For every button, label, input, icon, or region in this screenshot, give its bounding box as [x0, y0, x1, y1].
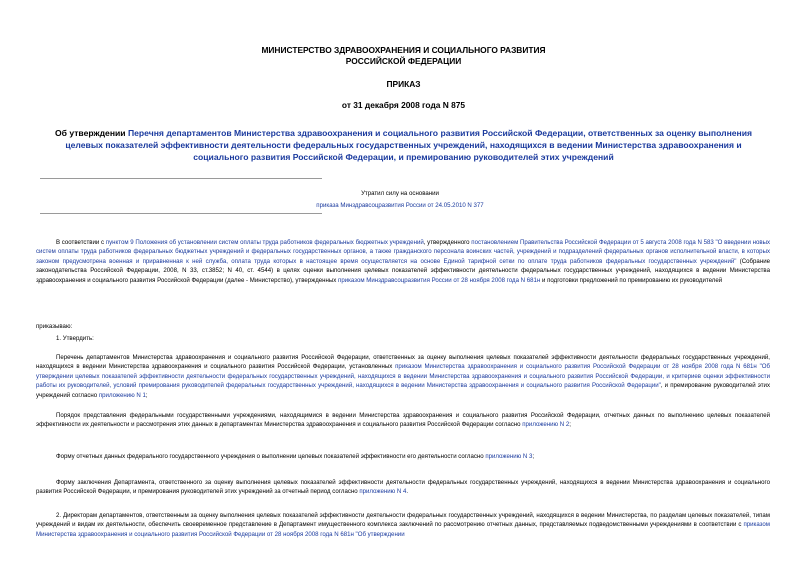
document-title: [40, 127, 767, 163]
status-note-text: Утратил силу на основании: [361, 190, 439, 197]
preamble-link-resolution[interactable]: постановлением Правительства Российской Федерации от 5 августа 2008 года N 583 "О введении новых систем оплаты труда работников федеральных бюджетных учреждений и федеральных государственных органов, а также гражданского персонала воинских частей, учреждений и подразделений федеральных органов исполнительной власти, в которых законом предусмотрена военная и приравненная к ней служба, оплата труда которых в настоящее время осуществляется на основе Единой тарифной сетки по оплате труда работников федеральных государственных учреждений": [36, 239, 771, 265]
list-c-text-1: Форму отчетных данных федерального государственного учреждения о выполнении целевых показателей эффективности его деятельности согласно: [56, 453, 486, 460]
ministry-line-2: РОССИЙСКОЙ ФЕДЕРАЦИИ: [345, 56, 462, 66]
status-note-link[interactable]: приказа Минздравсоцразвития России от 24.05.2010 N 377: [316, 202, 484, 209]
list-b-text-1: Порядок представления федеральными государственными учреждениями, находящимися в ведении Министерства здравоохранения и социального развития Российской Федерации, отчетных данных по выполнению целевых показателей эффективности их деятельности и рассмотрения этих данных в департаментах Министерства здравоохранения и социального развития Российской Федерации согласно: [36, 412, 770, 429]
preamble-text-4: и подготовки предложений по премированию их руководителей: [540, 276, 723, 284]
list-a-text-1: Перечень департаментов Министерства здравоохранения и социального развития Российской Федерации, ответственных за оценку выполнения целевых показателей эффективности деятельности федеральных государственных учреждений, находящихся в ведении Министерства здравоохранения и социального развития Российской Федерации, установленных: [36, 354, 770, 371]
status-note: [230, 188, 570, 212]
item-2: [36, 511, 770, 539]
preamble-text-1: В соответствии с: [56, 239, 106, 246]
item-2-link-order[interactable]: приказом Министерства здравоохранения и социального развития Российской Федерации от 28 ноября 2008 года N 681н "Об утверждении: [36, 521, 770, 538]
list-d-link-appendix-4[interactable]: приложению N 4: [359, 488, 407, 496]
list-a-link-order[interactable]: приказом Министерства здравоохранения и социального развития Российской Федерации от 28 ноября 2008 года N 681н "Об утверждении целевых показателей эффективности деятельности федеральных государственных учреждений, находящихся в ведении Министерства здравоохранения и социального развития Российской Федерации, и критериев оценки эффективности работы их руководителей, условий премирования руководителей федеральных государственных учреждений, находящихся в ведении Министерства здравоохранения и социального развития Российской Федерации": [36, 363, 770, 390]
list-d-text-1: Форму заключения Департамента, ответственного за оценку выполнения целевых показателей эффективности деятельности федеральных государственных учреждений, находящихся в ведении Министерства здравоохранения и социального развития Российской Федерации, и премирования руководителей этих учреждений за отчетный период согласно: [36, 479, 770, 496]
document-type: ПРИКАЗ: [386, 79, 421, 89]
list-item-a: [36, 353, 770, 400]
title-prefix: Об утверждении: [54, 128, 128, 138]
list-a-text-2: , и премирование руководителей этих учреждений согласно: [36, 382, 770, 399]
title-link[interactable]: Перечня департаментов Министерства здравоохранения и социального развития Российской Федерации, ответственных за оценку выполнения целевых показателей эффективности деятельности федеральных государственных учреждений, находящихся в ведении Министерства здравоохранения и социального развития Российской Федерации, и премированию руководителей этих учреждений: [65, 128, 753, 162]
preamble-text-2: , утвержденного: [423, 239, 472, 246]
preamble-link-order-681n[interactable]: приказом Минздравсоцразвития России от 28 ноября 2008 года N 681н: [338, 276, 541, 284]
item-2-text-1: 2. Директорам департаментов, ответственным за оценку выполнения целевых показателей эффективности деятельности федеральных государственных учреждений, находящихся в ведении Министерства, по разделам целевых показателей, типам учреждений и видам их деятельности, обеспечить своевременное представление в Департамент имущественного комплекса заключений по рассмотрению отчетных данных, представляемых подведомственными учреждениями в соответствии с: [36, 512, 770, 529]
list-item-d: [36, 478, 770, 497]
divider-top: [40, 178, 322, 179]
order-word: приказываю:: [36, 323, 73, 330]
item-1: 1. Утвердить:: [56, 335, 94, 342]
list-d-text-2: .: [406, 488, 409, 496]
list-c-text-2: ;: [532, 453, 535, 460]
divider-bottom: [40, 213, 322, 214]
list-a-text-3: ;: [145, 391, 148, 399]
ministry-line-1: МИНИСТЕРСТВО ЗДРАВООХРАНЕНИЯ И СОЦИАЛЬНОГО РАЗВИТИЯ: [261, 45, 546, 55]
list-b-text-2: ;: [569, 421, 571, 429]
list-b-link-appendix-2[interactable]: приложению N 2: [522, 421, 570, 429]
preamble-paragraph: [36, 238, 770, 285]
preamble-text-3: (Собрание законодательства Российской Федерации, 2008, N 33, ст.3852; N 40, ст. 4544) в целях оценки выполнения целевых показателей эффективности деятельности федеральных государственных учреждений, находящихся в ведении Министерства здравоохранения и социального развития Российской Федерации (далее - Министерство), утвержденных: [36, 257, 770, 284]
list-item-b: [36, 411, 770, 430]
list-a-link-appendix-1[interactable]: приложению N 1: [98, 391, 146, 399]
document-date-number: от 31 декабря 2008 года N 875: [341, 100, 466, 110]
list-c-link-appendix-3[interactable]: приложению N 3: [485, 453, 533, 460]
list-item-c: [36, 452, 770, 461]
preamble-link-regulation[interactable]: пунктом 9 Положения об установлении систем оплаты труда работников федеральных бюджетных учреждений: [105, 239, 424, 246]
